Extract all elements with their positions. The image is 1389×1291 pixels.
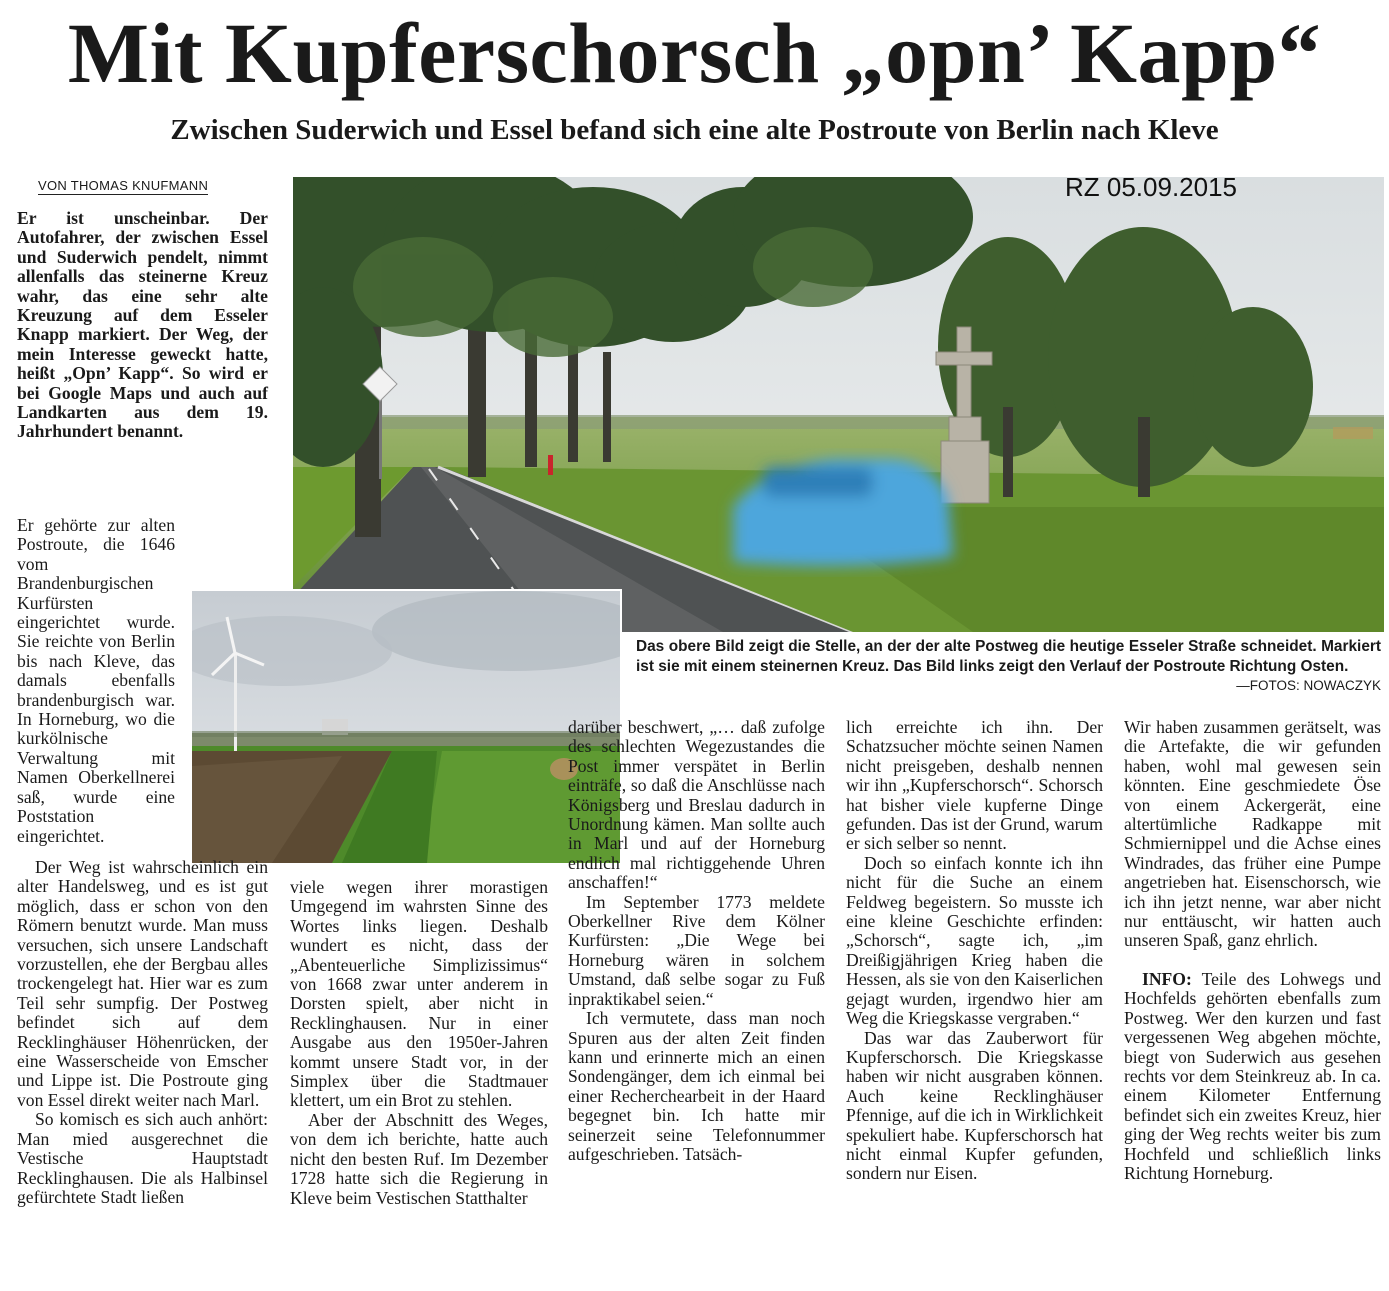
photo-caption: Das obere Bild zeigt die Stelle, an der der alte Postweg die heutige Esseler Straße schneidet. Markiert ist sie mit einem steinernen Kreuz. Das Bild links zeigt den Verlauf der Postroute Richtung Osten.: [636, 638, 1381, 675]
column-2: [290, 878, 548, 1208]
paragraph: darüber beschwert, „… daß zufolge des schlechten Wegezustandes die Post immer verspätet in Berlin einträfe, so daß die Anschlüsse nach Königsberg und Breslau dadurch in Unordnung kämen. Man sollte auch in Marl und auf der Horneburg endlich mal richtiggehende Uhren anschaffen!“: [568, 717, 825, 893]
headline: Mit Kupferschorsch „opn’ Kapp“: [67, 5, 1322, 101]
info-text: Teile des Lohwegs und Hochfelds gehörten ebenfalls zum Postweg. Wer den kurzen und fast vergessenen Weg abgehen möchte, biegt von Suderwich aus gesehen rechts vor dem Steinkreuz ab. In ca. einem Kilometer Entfernung befindet sich ein zweites Kreuz, hier ging der Weg rechts weiter bis zum Hochfeld und schließlich links Richtung Horneburg.: [1124, 968, 1381, 1183]
field-scene-illustration: [192, 591, 620, 863]
info-label: INFO:: [1142, 968, 1192, 989]
column-4: [846, 718, 1103, 1184]
paragraph: Der Weg ist wahrscheinlich ein alter Handelsweg, und es ist gut möglich, dass er schon von den Römern benutzt wurde. Man muss versuchen, sich unsere Landschaft vorzustellen, ehe der Bergbau alles trockengelegt hat. Hier war es zum Teil sehr sumpfig. Der Postweg befindet sich auf dem Recklinghäuser Höhenrücken, der eine Wasserscheide von Emscher und Lippe ist. Die Postroute ging von Essel direkt weiter nach Marl.: [17, 857, 268, 1110]
paragraph: So komisch es sich auch anhört: Man mied ausgerechnet die Vestische Hauptstadt Recklinghausen. Die als Halbinsel gefürchtete Stadt ließen: [17, 1109, 268, 1207]
byline: VON THOMAS KNUFMANN: [38, 178, 209, 193]
paragraph: lich erreichte ich ihn. Der Schatzsucher möchte seinen Namen nicht preisgeben, deshalb nennen wir ihn „Kupferschorsch“. Schorsch hat bisher viele kupferne Dinge gefunden. Das ist der Grund, warum er sich selber so nennt.: [846, 717, 1103, 854]
paragraph: Wir haben zusammen gerätselt, was die Artefakte, die wir gefunden haben, wohl mal gewesen sein könnten. Eine geschmiedete Öse von einem Ackergerät, eine altertümliche Radkappe mit Schmiernippel und die Achse eines Windrades, das früher eine Pumpe angetrieben hat. Eisenschorsch, wie ich ihn jetzt nenne, war aber nicht nur enttäuscht, wir hatten auch unseren Spaß, ganz ehrlich.: [1124, 717, 1381, 951]
column-5: [1124, 718, 1381, 1183]
lead-paragraph: Er ist unscheinbar. Der Autofahrer, der zwischen Essel und Suderwich pendelt, nimmt allenfalls das steinerne Kreuz wahr, das eine sehr alte Kreuzung auf dem Esseler Knapp markiert. Der Weg, der mein Interesse geweckt hatte, heißt „Opn’ Kapp“. So wird er bei Google Maps und auch auf Landkarten aus dem 19. Jahrhundert benannt.: [17, 208, 268, 442]
column-3: [568, 718, 825, 1164]
photo-road-cross: [293, 177, 1384, 632]
paragraph: Doch so einfach konnte ich ihn nicht für die Suche an einem Feldweg begeistern. So musste ich eine kleine Geschichte erfinden: „Schorsch“, sagte ich, „im Dreißigjährigen Krieg haben die Hessen, als sie von den Kaiserlichen gejagt wurden, irgendwo hier am Weg die Kriegskasse vergraben.“: [846, 852, 1103, 1029]
info-box: [1124, 970, 1381, 1183]
column-1-bottom: [17, 858, 268, 1207]
paragraph: viele wegen ihrer morastigen Umgegend im wahrsten Sinne des Wortes links liegen. Deshalb wundert es nicht, dass der „Abenteuerliche Simplizissimus“ von 1668 zwar unter anderem in Dorsten spielt, aber nicht in Recklinghausen. Nur in einer Ausgabe aus den 1950er-Jahren kommt unsere Stadt vor, in der Simplex über die Stadtmauer klettert, um ein Brot zu stehlen.: [290, 877, 548, 1111]
date-stamp: RZ 05.09.2015: [1065, 172, 1238, 202]
paragraph: Im September 1773 meldete Oberkellner Rive dem Kölner Kurfürsten: „Die Wege bei Horneburg wären in solchem Umstand, daß selbe sogar zu Fuß inpraktikabel seien.“: [568, 891, 825, 1009]
paragraph: Aber der Abschnitt des Weges, von dem ich berichte, hatte auch nicht den besten Ruf. Im Dezember 1728 hatte sich die Regierung in Kleve beim Vestischen Statthalter: [290, 1109, 548, 1208]
column-1-top: [17, 516, 175, 846]
road-scene-illustration: [293, 177, 1384, 632]
paragraph: Das war das Zauberwort für Kupferschorsch. Die Kriegskasse haben wir nicht ausgraben können. Auch keine Recklinghäuser Pfennige, auf die ich in Wirklichkeit spekuliert habe. Kupferschorsch hat nicht einmal Kupfer gefunden, sondern nur Eisen.: [846, 1027, 1103, 1184]
photo-credit: —FOTOS: NOWACZYK: [1236, 678, 1381, 693]
paragraph: Ich vermutete, dass man noch Spuren aus der alten Zeit finden kann und erinnerte mich an einen Sondengänger, dem ich einmal bei einer Recherchearbeit in der Haard begegnet bin. Ich hatte mir seinerzeit seine Telefonnummer aufgeschrieben. Tatsäch-: [568, 1008, 825, 1164]
photo-field-route: [190, 589, 622, 865]
subheadline: Zwischen Suderwich und Essel befand sich eine alte Postroute von Berlin nach Kleve: [170, 114, 1219, 146]
paragraph: Er gehörte zur alten Postroute, die 1646 vom Brandenburgischen Kurfürsten eingerichtet wurde. Sie reichte von Berlin bis nach Kleve, das damals ebenfalls brandenburgisch war. In Horneburg, wo die kurkölnische Verwaltung mit Namen Oberkellnerei saß, wurde eine Poststation eingerichtet.: [17, 515, 175, 846]
